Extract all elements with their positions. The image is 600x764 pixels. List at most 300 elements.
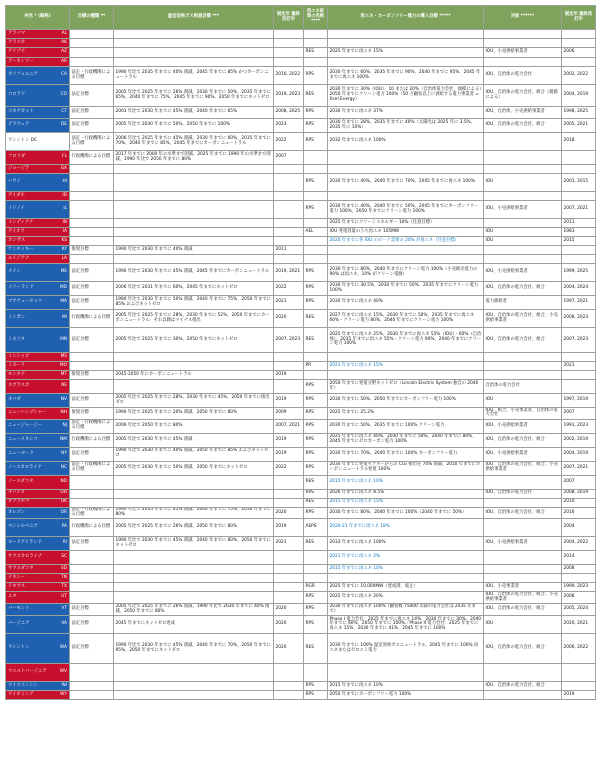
- state-name: アラスカ: [8, 39, 26, 45]
- state-name: アイオワ: [8, 228, 25, 234]
- goal-type-cell: [70, 201, 114, 219]
- ghg-goal-cell: 2005 年比で 2030 年までに 50% 削減、2050 年までにネットゼロ: [114, 461, 274, 475]
- re-goal-cell: [328, 165, 484, 174]
- state-cell: [6, 201, 70, 219]
- state-name: インディアナ: [8, 219, 34, 225]
- re-year-cell: 2016: [562, 507, 596, 519]
- re-year-cell: 2005, 2024: [562, 604, 596, 616]
- state-cell: [6, 30, 70, 39]
- table-row: [6, 39, 596, 48]
- goal-type-cell: 法定目標: [70, 634, 114, 664]
- target-cell: [484, 565, 562, 574]
- ghg-year-cell: [274, 583, 304, 592]
- goal-type-cell: [70, 682, 114, 691]
- state-cell: [6, 219, 70, 228]
- state-name: モンタナ: [8, 371, 26, 377]
- ghg-goal-cell: [114, 592, 274, 604]
- ghg-goal-cell: 2045 年までにネットゼロ達成: [114, 616, 274, 634]
- ghg-goal-cell: 2005 年比で 2025 年までに 26% 削減、2050 年までに 80%: [114, 519, 274, 537]
- state-cell: [6, 583, 70, 592]
- state-cell: [6, 151, 70, 165]
- re-goal-cell: [328, 664, 484, 682]
- state-name: ニューメキシコ: [8, 436, 38, 442]
- re-year-cell: [562, 380, 596, 394]
- goal-type-cell: [70, 192, 114, 201]
- state-abbr: WV: [59, 669, 67, 675]
- ghg-goal-cell: 2005 年比で 2025 年までに 26% 削減、1990 年比で 2030 年までに 40% 削減、2050 年までに 80%: [114, 604, 274, 616]
- state-name: カリフォルニア: [8, 72, 38, 78]
- state-cell: [6, 228, 70, 237]
- state-name: コネチカット: [8, 109, 34, 115]
- re-year-cell: 2006, 2022: [562, 634, 596, 664]
- ghg-goal-cell: 1990 年比で 2030 年までに 50% 削減、2040 年までに 75%、2050 年までに 85% およびネットゼロ: [114, 296, 274, 310]
- ghg-goal-cell: [114, 691, 274, 700]
- re-year-cell: [562, 165, 596, 174]
- state-name: アイダホ: [8, 192, 25, 198]
- ghg-goal-cell: 2001 年比で 2030 年までに 45% 削減、2040 年までに 65%: [114, 107, 274, 119]
- re-year-cell: 1999, 2025: [562, 264, 596, 282]
- state-abbr: CA: [61, 72, 67, 78]
- state-cell: [6, 682, 70, 691]
- target-cell: IOU、自治体の電力会社、組合: [484, 682, 562, 691]
- policy-name-cell: [304, 39, 328, 48]
- state-cell: [6, 519, 70, 537]
- state-abbr: TN: [61, 574, 67, 580]
- goal-type-cell: [70, 30, 114, 39]
- ghg-goal-cell: [114, 475, 274, 489]
- table-row: [6, 551, 596, 565]
- ghg-goal-cell: 1990 年比で 2030 年までに 45% 削減、2040 年までに 80%、2050 年までにネットゼロ: [114, 537, 274, 551]
- re-year-cell: 2002, 2022: [562, 67, 596, 85]
- ghg-goal-cell: [114, 380, 274, 394]
- goal-type-cell: 法定目標: [70, 537, 114, 551]
- goal-type-cell: [70, 165, 114, 174]
- goal-type-cell: [70, 237, 114, 246]
- re-goal-cell: Phase I 電力会社：2025 年までに再エネ 14%、2030 年までに 30%、2040 年までに 60%、2050 年までに 100%／Phase II 電力会社：2025 年までに再エネ 15%、2030 年までに 41%、2045 年までに 100%: [328, 616, 484, 634]
- state-cell: [6, 353, 70, 362]
- state-abbr: OK: [60, 499, 67, 505]
- table-row: [6, 519, 596, 537]
- policy-name-cell: RPS: [304, 174, 328, 192]
- ghg-goal-cell: [114, 498, 274, 507]
- re-goal-cell: 2027 年までに再エネ 15%、2030 年までに 50%、2035 年までに再エネ 60%・クリーン電力 80%、2040 年までにクリーン電力 100%: [328, 310, 484, 328]
- policy-name-cell: RES: [304, 537, 328, 551]
- state-name: ハワイ: [8, 179, 21, 185]
- table-row: [6, 310, 596, 328]
- table-row: [6, 192, 596, 201]
- goal-type-cell: 法定・行政機関による目標: [70, 67, 114, 85]
- state-cell: [6, 67, 70, 85]
- re-year-cell: 1997, 2021: [562, 296, 596, 310]
- policy-name-cell: [304, 151, 328, 165]
- ghg-goal-cell: [114, 362, 274, 371]
- policy-name-cell: RPS: [304, 419, 328, 433]
- re-goal-cell: IOU 発電容量のうち再エネ 105MW: [328, 228, 484, 237]
- table-body: [6, 30, 596, 700]
- re-year-cell: [562, 39, 596, 48]
- re-goal-cell: 2015 年までに再エネ 10%: [328, 682, 484, 691]
- ghg-goal-cell: [114, 192, 274, 201]
- ghg-year-cell: 2020: [274, 616, 304, 634]
- re-goal-cell: 2030 年までに 80%、2040 年までにクリーン電力 100%（小売販売電力の 90% は再エネ、10% がクリーン電源）: [328, 264, 484, 282]
- table-row: [6, 489, 596, 498]
- re-year-cell: [562, 246, 596, 255]
- policy-name-cell: [304, 192, 328, 201]
- state-name: メリーランド: [8, 285, 34, 291]
- re-goal-cell: 2030 年までに発電セクターからの CO₂ 排出を 70% 削減、2050 年までにカーボンニュートラル発電 100%: [328, 461, 484, 475]
- state-abbr: WI: [61, 682, 67, 688]
- policy-name-cell: [304, 371, 328, 380]
- state-abbr: MN: [60, 336, 67, 342]
- ghg-year-cell: 2019: [274, 433, 304, 447]
- target-cell: [484, 574, 562, 583]
- ghg-year-cell: 2019: [274, 394, 304, 408]
- target-cell: [484, 133, 562, 151]
- policy-name-cell: [304, 237, 328, 246]
- state-abbr: SC: [61, 554, 67, 560]
- goal-type-cell: [70, 255, 114, 264]
- state-cell: [6, 461, 70, 475]
- ghg-goal-cell: [114, 682, 274, 691]
- re-goal-cell: 2015 年までに再エネ 15%: [328, 498, 484, 507]
- target-cell: [484, 30, 562, 39]
- state-name: アラバマ: [8, 30, 26, 36]
- state-cell: [6, 328, 70, 353]
- state-abbr: MO: [59, 362, 67, 368]
- state-cell: [6, 362, 70, 371]
- re-year-cell: [562, 574, 596, 583]
- table-row: [6, 282, 596, 296]
- table-row: [6, 461, 596, 475]
- re-year-cell: 2002, 2019: [562, 433, 596, 447]
- re-year-cell: 2008, 2023: [562, 310, 596, 328]
- policy-name-cell: RPS: [304, 201, 328, 219]
- header-policy-name: 再エネ政策の名称 ****: [304, 6, 328, 30]
- ghg-year-cell: 2019: [274, 371, 304, 380]
- target-cell: [484, 691, 562, 700]
- state-cell: [6, 246, 70, 255]
- goal-type-cell: 法定・行政機関による目標: [70, 133, 114, 151]
- state-name: ワシントン DC: [8, 138, 38, 144]
- goal-type-cell: 法定目標: [70, 328, 114, 353]
- table-row: [6, 537, 596, 551]
- re-year-cell: 2006: [562, 48, 596, 58]
- state-name: カンザス: [8, 237, 26, 243]
- re-goal-cell: [328, 58, 484, 67]
- re-goal-cell: 2025 年までにクリーンエネルギー 10%（任意目標）: [328, 219, 484, 228]
- state-name: ジョージア: [8, 165, 30, 171]
- ghg-year-cell: [274, 664, 304, 682]
- state-abbr: MI: [62, 315, 67, 321]
- re-goal-cell: 2030 年までに再エネ 40%: [328, 296, 484, 310]
- policy-name-cell: RPS: [304, 616, 328, 634]
- policy-name-cell: RPS: [304, 691, 328, 700]
- state-name: デラウェア: [8, 122, 30, 128]
- state-name: ミシシッピ: [8, 353, 30, 359]
- table-row: [6, 328, 596, 353]
- re-year-cell: 1999, 2023: [562, 583, 596, 592]
- state-abbr: LA: [61, 255, 67, 261]
- state-name: バージニア: [8, 621, 30, 627]
- table-row: [6, 498, 596, 507]
- table-row: [6, 85, 596, 107]
- table-row: [6, 255, 596, 264]
- ghg-goal-cell: [114, 489, 274, 498]
- target-cell: IOU、小売供給事業者: [484, 419, 562, 433]
- ghg-goal-cell: [114, 174, 274, 192]
- target-cell: [484, 192, 562, 201]
- ghg-goal-cell: 2006 年比で 2031 年までに 60%、2045 年までにネットゼロ: [114, 282, 274, 296]
- ghg-goal-cell: 1990 年比で 2035 年までに 40% 削減、2045 年までに 85% かつカーボンニュートラル: [114, 67, 274, 85]
- table-row: [6, 408, 596, 420]
- re-year-cell: 2005, 2021: [562, 119, 596, 133]
- policy-name-cell: RES: [304, 85, 328, 107]
- state-name: イリノイ: [8, 206, 25, 212]
- goal-type-cell: [70, 551, 114, 565]
- state-abbr: MD: [59, 285, 67, 291]
- ghg-goal-cell: 2005 年比で 2030 年までに 45% 削減: [114, 433, 274, 447]
- state-name: ニューハンプシャー: [8, 409, 47, 415]
- header-target: 対象 ******: [484, 6, 562, 30]
- table-row: [6, 419, 596, 433]
- re-year-cell: 2007: [562, 475, 596, 489]
- goal-type-cell: 推奨目標: [70, 371, 114, 380]
- ghg-year-cell: [274, 682, 304, 691]
- header-goal-type: 目標の種類 **: [70, 6, 114, 30]
- ghg-year-cell: 2011: [274, 246, 304, 255]
- ghg-year-cell: 2019, 2023: [274, 85, 304, 107]
- target-cell: IOU、小売事業者: [484, 583, 562, 592]
- re-goal-cell: [328, 574, 484, 583]
- policy-name-cell: [304, 165, 328, 174]
- policy-name-cell: RES: [304, 498, 328, 507]
- table-row: [6, 565, 596, 574]
- policy-name-cell: RPS: [304, 394, 328, 408]
- re-goal-cell: [328, 39, 484, 48]
- state-cell: [6, 58, 70, 67]
- table-row: [6, 107, 596, 119]
- re-year-cell: 2004: [562, 519, 596, 537]
- policy-name-cell: RPS: [304, 489, 328, 498]
- target-cell: IOU、自治体の電力会社、組合: [484, 604, 562, 616]
- re-goal-cell: 2033 年までに再エネ 100%: [328, 537, 484, 551]
- goal-type-cell: 法定目標: [70, 264, 114, 282]
- table-row: [6, 682, 596, 691]
- policy-name-cell: RPS: [304, 408, 328, 420]
- ghg-goal-cell: 1990 年比で 2030 年までに 45% 削減、2040 年までに 70%、2050 年までに 95%、2050 年までにネットゼロ: [114, 634, 274, 664]
- goal-type-cell: [70, 174, 114, 192]
- state-abbr: RI: [62, 540, 67, 546]
- re-goal-cell: 2015 年までに再エネ 10%: [328, 565, 484, 574]
- policy-name-cell: RES: [304, 328, 328, 353]
- state-name: ニューヨーク: [8, 450, 34, 456]
- state-name: ロードアイランド: [8, 540, 42, 546]
- state-cell: [6, 371, 70, 380]
- state-cell: [6, 447, 70, 461]
- ghg-year-cell: [274, 362, 304, 371]
- state-abbr: CO: [60, 92, 67, 98]
- re-goal-cell: 2030 年までに再エネ 100%（顧客数 75000 未満の電力会社は 2035 年まで）: [328, 604, 484, 616]
- goal-type-cell: 法定目標: [70, 394, 114, 408]
- target-cell: IOU、自治体、小売供給事業者: [484, 107, 562, 119]
- goal-type-cell: [70, 583, 114, 592]
- header-ghg-year: 制定年 最終改訂年: [274, 6, 304, 30]
- re-year-cell: [562, 682, 596, 691]
- header-re-year: 制定年 最終改訂年: [562, 6, 596, 30]
- re-year-cell: 2021: [562, 362, 596, 371]
- ghg-year-cell: [274, 691, 304, 700]
- ghg-year-cell: [274, 255, 304, 264]
- state-name: フロリダ: [8, 154, 26, 160]
- state-abbr: DE: [60, 122, 67, 128]
- state-name: ノースカロライナ: [8, 464, 42, 470]
- table-header: [6, 6, 596, 30]
- policy-name-cell: [304, 58, 328, 67]
- target-cell: IOU、自治体の電力会社: [484, 489, 562, 498]
- target-cell: IOU、自治体の電力会社、組合: [484, 433, 562, 447]
- state-cell: [6, 237, 70, 246]
- policy-name-cell: RPS: [304, 119, 328, 133]
- ghg-goal-cell: 1990 年比で 2030 年までに 40% 削減、2050 年までに 85% およびネットゼロ: [114, 447, 274, 461]
- state-abbr: NH: [60, 409, 67, 415]
- target-cell: IOU: [484, 174, 562, 192]
- target-cell: [484, 362, 562, 371]
- re-year-cell: [562, 192, 596, 201]
- state-cell: [6, 282, 70, 296]
- state-abbr: TX: [61, 583, 67, 589]
- ghg-year-cell: [274, 237, 304, 246]
- re-goal-cell: 2030 年までに 40%、2040 年までに 70%、2045 年までに再エネ 100%: [328, 174, 484, 192]
- ghg-goal-cell: [114, 58, 274, 67]
- state-abbr: OR: [60, 509, 67, 515]
- policy-name-cell: RPS: [304, 380, 328, 394]
- state-name: テキサス: [8, 583, 26, 589]
- ghg-goal-cell: [114, 48, 274, 58]
- state-name: ノースダコタ: [8, 478, 34, 484]
- state-cell: [6, 264, 70, 282]
- state-cell: [6, 107, 70, 119]
- ghg-goal-cell: 2006 年比で 2025 年までに 45% 削減、2030 年までに 60%、2035 年までに 70%、2040 年までに 85%、2045 年までにカーボンニュートラル: [114, 133, 274, 151]
- ghg-year-cell: 2008, 2025: [274, 107, 304, 119]
- state-name: ペンシルベニア: [8, 524, 38, 530]
- goal-type-cell: [70, 498, 114, 507]
- re-goal-cell: [328, 151, 484, 165]
- policy-name-cell: RES: [304, 48, 328, 58]
- re-goal-cell: 2025 年までに再エネ 25%、2030 年までに再エネ 55%（IOU）・60%（自治体）、2035 年までに再エネ 55%・クリーン電力 90%、2040 年までにクリーン電力 100%: [328, 328, 484, 353]
- target-cell: [484, 165, 562, 174]
- ghg-goal-cell: 2005 年比で 2025 年までに 28%、2030 年までに 52%、2050 年までにカーボンニュートラル、それ以降はマイナス排出: [114, 310, 274, 328]
- state-cell: [6, 592, 70, 604]
- re-goal-cell: [328, 353, 484, 362]
- re-year-cell: 2018: [562, 133, 596, 151]
- ghg-goal-cell: [114, 219, 274, 228]
- ghg-goal-cell: 1990 年比で 2025 年までに 20% 削減、2050 年までに 80%: [114, 408, 274, 420]
- target-cell: [484, 519, 562, 537]
- table-row: [6, 58, 596, 67]
- re-goal-cell: 2050 年までにカーボンフリー電力 100%: [328, 691, 484, 700]
- table-row: [6, 133, 596, 151]
- state-abbr: NC: [60, 464, 67, 470]
- ghg-year-cell: [274, 498, 304, 507]
- state-cell: [6, 174, 70, 192]
- state-abbr: IN: [62, 219, 67, 225]
- re-year-cell: [562, 30, 596, 39]
- policy-name-cell: RPS: [304, 264, 328, 282]
- ghg-year-cell: 2007, 2021: [274, 419, 304, 433]
- state-cell: [6, 433, 70, 447]
- header-state: 州名 * (略称): [6, 6, 70, 30]
- ghg-year-cell: 2019: [274, 447, 304, 461]
- target-cell: IOU、自治体の電力会社、組合: [484, 507, 562, 519]
- state-abbr: KY: [61, 246, 67, 252]
- state-abbr: VA: [61, 621, 67, 627]
- state-cell: [6, 419, 70, 433]
- goal-type-cell: 推奨目標: [70, 246, 114, 255]
- state-name: オハイオ: [8, 490, 25, 496]
- target-cell: IOU: [484, 394, 562, 408]
- state-cell: [6, 634, 70, 664]
- ghg-year-cell: [274, 201, 304, 219]
- target-cell: IOU、自治体の電力会社、組合: [484, 634, 562, 664]
- table-row: [6, 447, 596, 461]
- table-row: [6, 616, 596, 634]
- goal-type-cell: 法定目標: [70, 107, 114, 119]
- state-abbr: AK: [61, 39, 67, 45]
- state-cell: [6, 664, 70, 682]
- policy-name-cell: [304, 574, 328, 583]
- re-goal-cell: 2030 年までに 30.5%、2030 年までに 50%、2035 年までにクリーン電力 100%: [328, 282, 484, 296]
- policy-name-cell: [304, 246, 328, 255]
- ghg-year-cell: [274, 30, 304, 39]
- state-abbr: VT: [61, 606, 67, 612]
- target-cell: IOU、自治体の電力会社: [484, 67, 562, 85]
- policy-name-cell: [304, 565, 328, 574]
- re-goal-cell: [328, 192, 484, 201]
- policy-name-cell: RPS: [304, 67, 328, 85]
- policy-name-cell: RES: [304, 634, 328, 664]
- target-cell: IOU、組合、小売事業者、自治体の電力会社: [484, 408, 562, 420]
- state-climate-policy-table: [5, 5, 596, 700]
- table-row: [6, 380, 596, 394]
- re-year-cell: 2020, 2021: [562, 616, 596, 634]
- goal-type-cell: [70, 362, 114, 371]
- state-name: アリゾナ: [8, 49, 26, 55]
- policy-name-cell: RPS: [304, 507, 328, 519]
- table-row: [6, 30, 596, 39]
- re-goal-cell: 2030 年までに 30%（IOU）、10 または 20%（自治体電力会社、規模による）2050 年までにクリーン電力 100%（50 万顧客以上に供給する電力事業者 = Xcel Energy）: [328, 85, 484, 107]
- policy-name-cell: RPS: [304, 682, 328, 691]
- ghg-goal-cell: 1990 年比で 2030 年までに 40% 削減: [114, 246, 274, 255]
- policy-name-cell: RPS: [304, 107, 328, 119]
- ghg-year-cell: 2023: [274, 119, 304, 133]
- ghg-year-cell: 2019, 2021: [274, 264, 304, 282]
- target-cell: 電力卸給者: [484, 296, 562, 310]
- state-name: オレゴン: [8, 509, 26, 515]
- state-cell: [6, 574, 70, 583]
- state-name: ネバダ: [8, 397, 21, 403]
- target-cell: IOU、自治体の電力会社、組合: [484, 119, 562, 133]
- goal-type-cell: 法定目標: [70, 119, 114, 133]
- ghg-goal-cell: [114, 237, 274, 246]
- re-year-cell: 2014: [562, 551, 596, 565]
- state-abbr: OH: [60, 490, 67, 496]
- re-year-cell: 2008, 2019: [562, 489, 596, 498]
- re-goal-cell: 2025 年までに再エネ 40%、2030 年までに 50%、2040 年までに 80%、2045 年までにゼロカーボン電力 100%: [328, 433, 484, 447]
- ghg-goal-cell: [114, 574, 274, 583]
- goal-type-cell: [70, 565, 114, 574]
- state-cell: [6, 296, 70, 310]
- ghg-year-cell: 2020: [274, 310, 304, 328]
